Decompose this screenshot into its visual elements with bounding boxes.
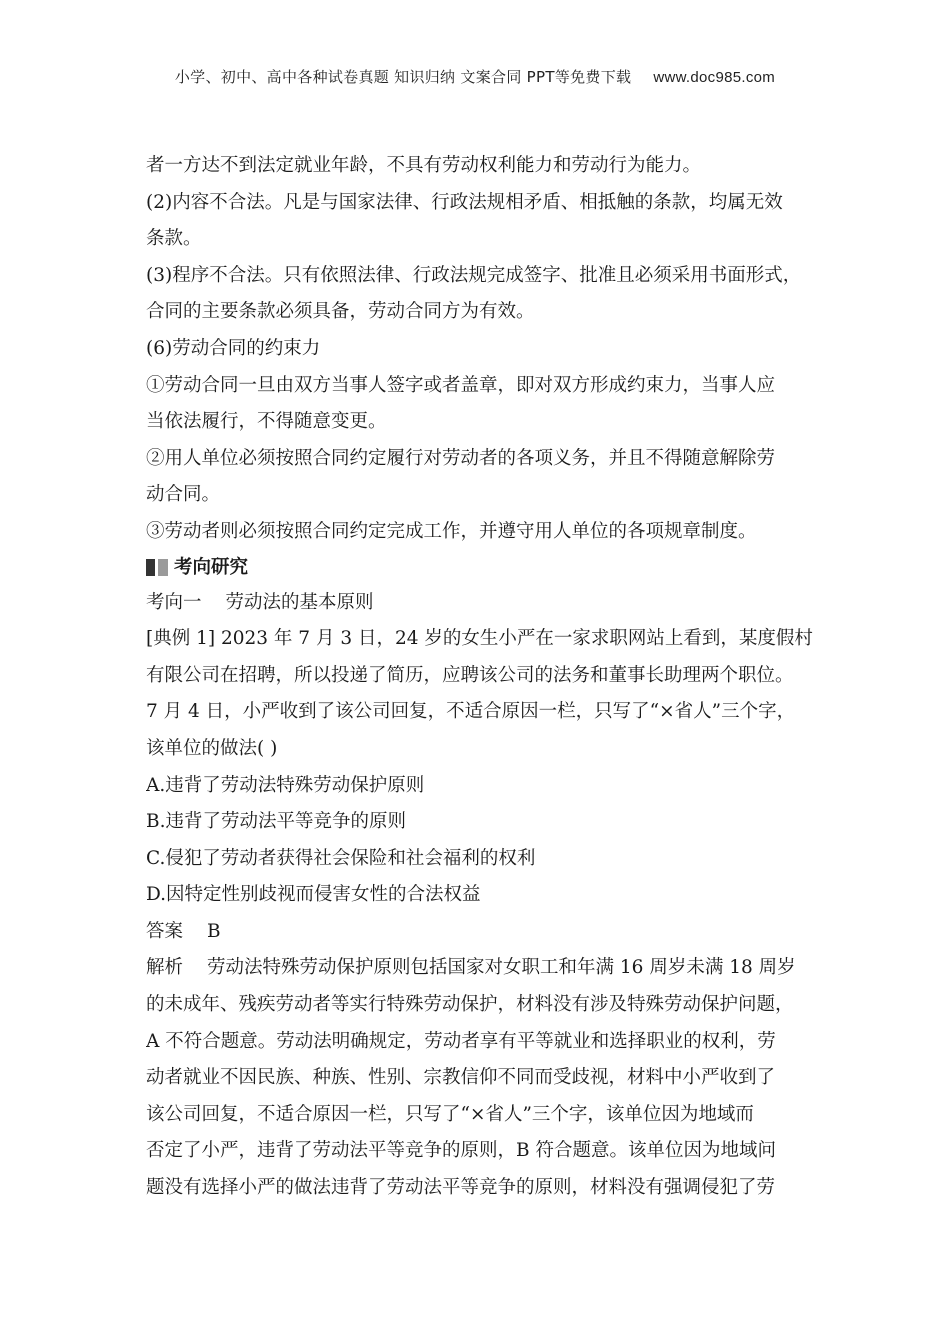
text-line: (2)内容不合法。凡是与国家法律、行政法规相矛盾、相抵触的条款，均属无效 (146, 191, 783, 213)
subsection-title: (6)劳动合同的约束力 (146, 337, 321, 359)
answer-label: 答案 (146, 920, 184, 942)
text-line: 条款。 (146, 228, 202, 250)
heading-marker-shade-icon (158, 559, 168, 576)
example-line: 7 月 4 日，小严收到了该公司回复，不适合原因一栏，只写了“×省人”三个字， (146, 701, 796, 723)
text-line: 当依法履行，不得随意变更。 (146, 411, 387, 433)
option-b: B.违背了劳动法平等竞争的原则 (146, 811, 406, 833)
text-line: ③劳动者则必须按照合同约定完成工作，并遵守用人单位的各项规章制度。 (146, 520, 757, 542)
analysis-text: 劳动法特殊劳动保护原则包括国家对女职工和年满 16 周岁未满 18 周岁 (207, 957, 796, 979)
page-header (0, 66, 950, 87)
topic-title: 劳动法的基本原则 (225, 591, 374, 613)
analysis-label: 解析 (146, 957, 184, 979)
analysis-line: A 不符合题意。劳动法明确规定，劳动者享有平等就业和选择职业的权利，劳 (146, 1030, 776, 1052)
option-a: A.违背了劳动法特殊劳动保护原则 (146, 774, 425, 796)
section-title: 考向研究 (174, 556, 249, 578)
analysis-line (146, 950, 836, 987)
topic-label: 考向一 (146, 591, 202, 613)
analysis-line: 动者就业不因民族、种族、性别、宗教信仰不同而受歧视，材料中小严收到了 (146, 1067, 776, 1089)
header-site-link[interactable]: www.doc985.com (653, 69, 776, 86)
option-c: C.侵犯了劳动者获得社会保险和社会福利的权利 (146, 847, 536, 869)
answer-line (146, 914, 836, 951)
text-line: ①劳动合同一旦由双方当事人签字或者盖章，即对双方形成约束力，当事人应 (146, 374, 776, 396)
text-line: (3)程序不合法。只有依照法律、行政法规完成签字、批准且必须采用书面形式， (146, 264, 802, 286)
analysis-line: 该公司回复，不适合原因一栏，只写了“×省人”三个字，该单位因为地域而 (146, 1103, 754, 1125)
example-line: 该单位的做法( ) (146, 737, 278, 759)
text-line: 动合同。 (146, 484, 221, 506)
answer-value: B (207, 920, 221, 942)
topic-line (146, 585, 836, 622)
example-line: 有限公司在招聘，所以投递了简历，应聘该公司的法务和董事长助理两个职位。 (146, 664, 794, 686)
header-text: 小学、初中、高中各种试卷真题 知识归纳 文案合同 PPT等免费下载 (174, 68, 632, 86)
heading-marker-icon (146, 559, 155, 576)
analysis-line: 的未成年、残疾劳动者等实行特殊劳动保护，材料没有涉及特殊劳动保护问题， (146, 994, 794, 1016)
document-body (146, 148, 836, 1207)
text-line: 合同的主要条款必须具备，劳动合同方为有效。 (146, 301, 535, 323)
text-line: 者一方达不到法定就业年龄，不具有劳动权利能力和劳动行为能力。 (146, 155, 702, 176)
example-line: [典例 1] 2023 年 7 月 3 日，24 岁的女生小严在一家求职网站上看到，某度假村 (146, 628, 813, 650)
analysis-line: 否定了小严，违背了劳动法平等竞争的原则，B 符合题意。该单位因为地域问 (146, 1140, 776, 1162)
option-d: D.因特定性别歧视而侵害女性的合法权益 (146, 884, 481, 906)
text-line: ②用人单位必须按照合同约定履行对劳动者的各项义务，并且不得随意解除劳 (146, 447, 776, 469)
analysis-line: 题没有选择小严的做法违背了劳动法平等竞争的原则，材料没有强调侵犯了劳 (146, 1177, 776, 1199)
section-heading (146, 551, 836, 585)
